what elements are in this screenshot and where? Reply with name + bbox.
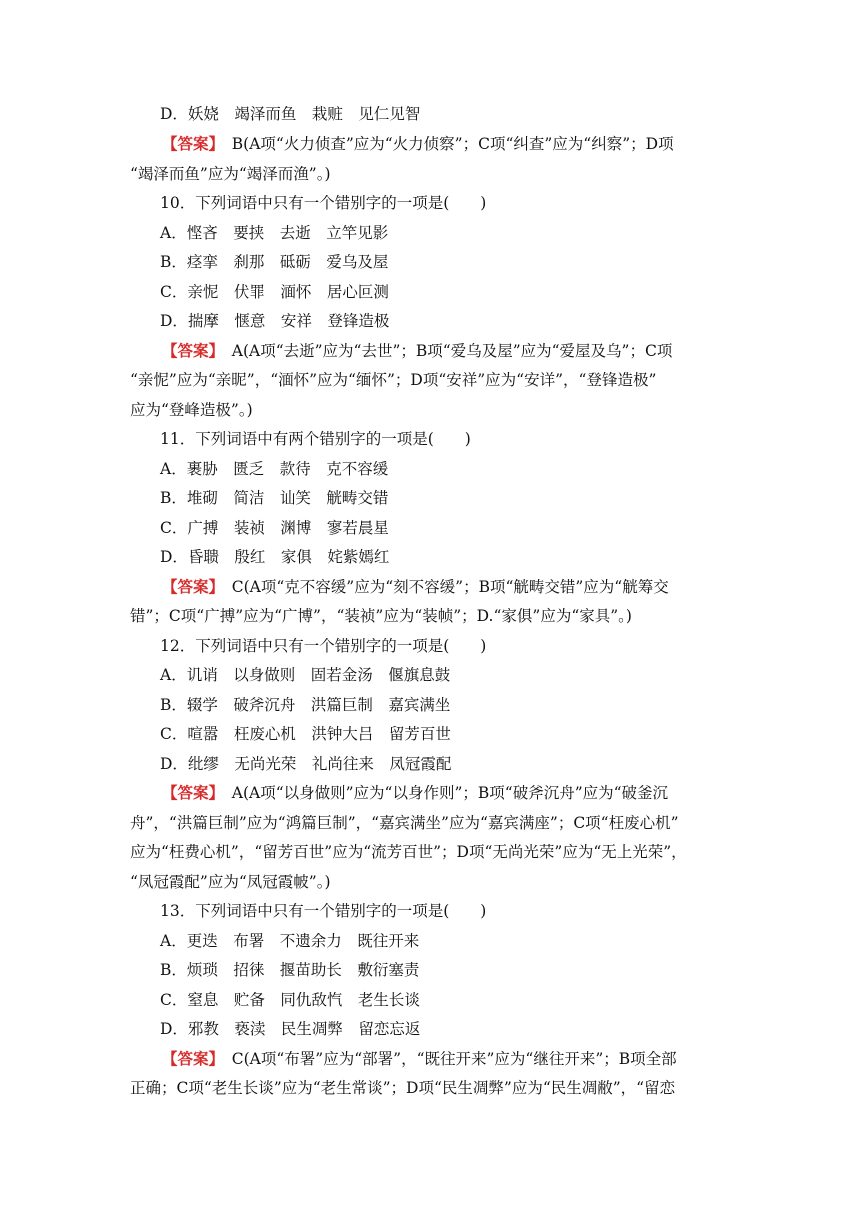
question-13: 13．下列词语中只有一个错别字的一项是( ) bbox=[160, 902, 487, 920]
answer-tag: 【答案】 bbox=[162, 1049, 217, 1068]
answer-line: 【答案】 B(A项“火力侦查”应为“火力侦察”；C项“纠查”应为“纠察”；D项 bbox=[162, 134, 674, 153]
answer-line: 【答案】 C(A项“克不容缓”应为“刻不容缓”；B项“觥畴交错”应为“觥筹交 bbox=[162, 577, 669, 596]
answer-line: 【答案】 A(A项“以身做则”应为“以身作则”；B项“破斧沉舟”应为“破釜沉 bbox=[162, 783, 669, 802]
question-11: 11．下列词语中有两个错别字的一项是( ) bbox=[160, 430, 471, 448]
answer-continuation: “凤冠霞配”应为“凤冠霞帔”。) bbox=[130, 873, 331, 891]
option-line: B．痉挛 刹那 砥砺 爱乌及屋 bbox=[160, 253, 389, 271]
option-line: C．广搏 装祯 渊博 寥若晨星 bbox=[160, 519, 389, 537]
option-line: D．邪教 亵渎 民生凋弊 留恋忘返 bbox=[160, 1020, 421, 1038]
option-line: A．裹胁 匮乏 款待 克不容缓 bbox=[160, 460, 389, 478]
answer-line: 【答案】 A(A项“去逝”应为“去世”；B项“爱乌及屋”应为“爱屋及乌”；C项 bbox=[162, 341, 673, 360]
answer-continuation: “亲怩”应为“亲昵”，“湎怀”应为“缅怀”；D项“安祥”应为“安详”，“登锋造极” bbox=[130, 371, 657, 389]
option-line: A．更迭 布署 不遗余力 既往开来 bbox=[160, 932, 420, 950]
answer-continuation: 舟”，“洪篇巨制”应为“鸿篇巨制”，“嘉宾满坐”应为“嘉宾满座”；C项“枉废心机” bbox=[130, 814, 679, 832]
option-line: B．堆砌 简洁 讪笑 觥畴交错 bbox=[160, 489, 389, 507]
answer-continuation: 应为“登峰造极”。) bbox=[130, 401, 253, 419]
option-line: B．烦琐 招徕 揠苗助长 敷衍塞责 bbox=[160, 961, 420, 979]
answer-tag: 【答案】 bbox=[162, 134, 217, 153]
answer-continuation: 错”；C项“广搏”应为“广博”，“装祯”应为“装帧”；D.“家俱”应为“家具”。) bbox=[130, 607, 632, 625]
answer-tag: 【答案】 bbox=[162, 783, 217, 802]
option-line: C．窒息 贮备 同仇敌忾 老生长谈 bbox=[160, 991, 420, 1009]
option-line: A．讥诮 以身做则 固若金汤 偃旗息鼓 bbox=[160, 666, 451, 684]
option-line: C．亲怩 伏罪 湎怀 居心叵测 bbox=[160, 283, 389, 301]
option-line: C．喧嚣 枉废心机 洪钟大吕 留芳百世 bbox=[160, 725, 451, 743]
option-line: D．揣摩 惬意 安祥 登锋造极 bbox=[160, 312, 390, 330]
option-line: D．妖娆 竭泽而鱼 栽赃 见仁见智 bbox=[160, 105, 421, 123]
option-line: A．悭吝 要挟 去逝 立竿见影 bbox=[160, 224, 389, 242]
question-12: 12．下列词语中只有一个错别字的一项是( ) bbox=[160, 637, 487, 655]
answer-continuation: 正确；C项“老生长谈”应为“老生常谈”；D项“民生凋弊”应为“民生凋敝”，“留恋 bbox=[130, 1079, 676, 1097]
answer-tag: 【答案】 bbox=[162, 577, 217, 596]
answer-continuation: “竭泽而鱼”应为“竭泽而渔”。) bbox=[130, 165, 331, 183]
option-line: D．纰缪 无尚光荣 礼尚往来 凤冠霞配 bbox=[160, 755, 452, 773]
answer-continuation: 应为“枉费心机”，“留芳百世”应为“流芳百世”；D项“无尚光荣”应为“无上光荣”， bbox=[130, 843, 687, 861]
option-line: B．辍学 破斧沉舟 洪篇巨制 嘉宾满坐 bbox=[160, 696, 451, 714]
answer-line: 【答案】 C(A项“布署”应为“部署”，“既往开来”应为“继往开来”；B项全部 bbox=[162, 1049, 677, 1068]
option-line: D．昏聩 殷红 家俱 姹紫嫣红 bbox=[160, 548, 390, 566]
answer-tag: 【答案】 bbox=[162, 341, 217, 360]
question-10: 10．下列词语中只有一个错别字的一项是( ) bbox=[160, 194, 487, 212]
